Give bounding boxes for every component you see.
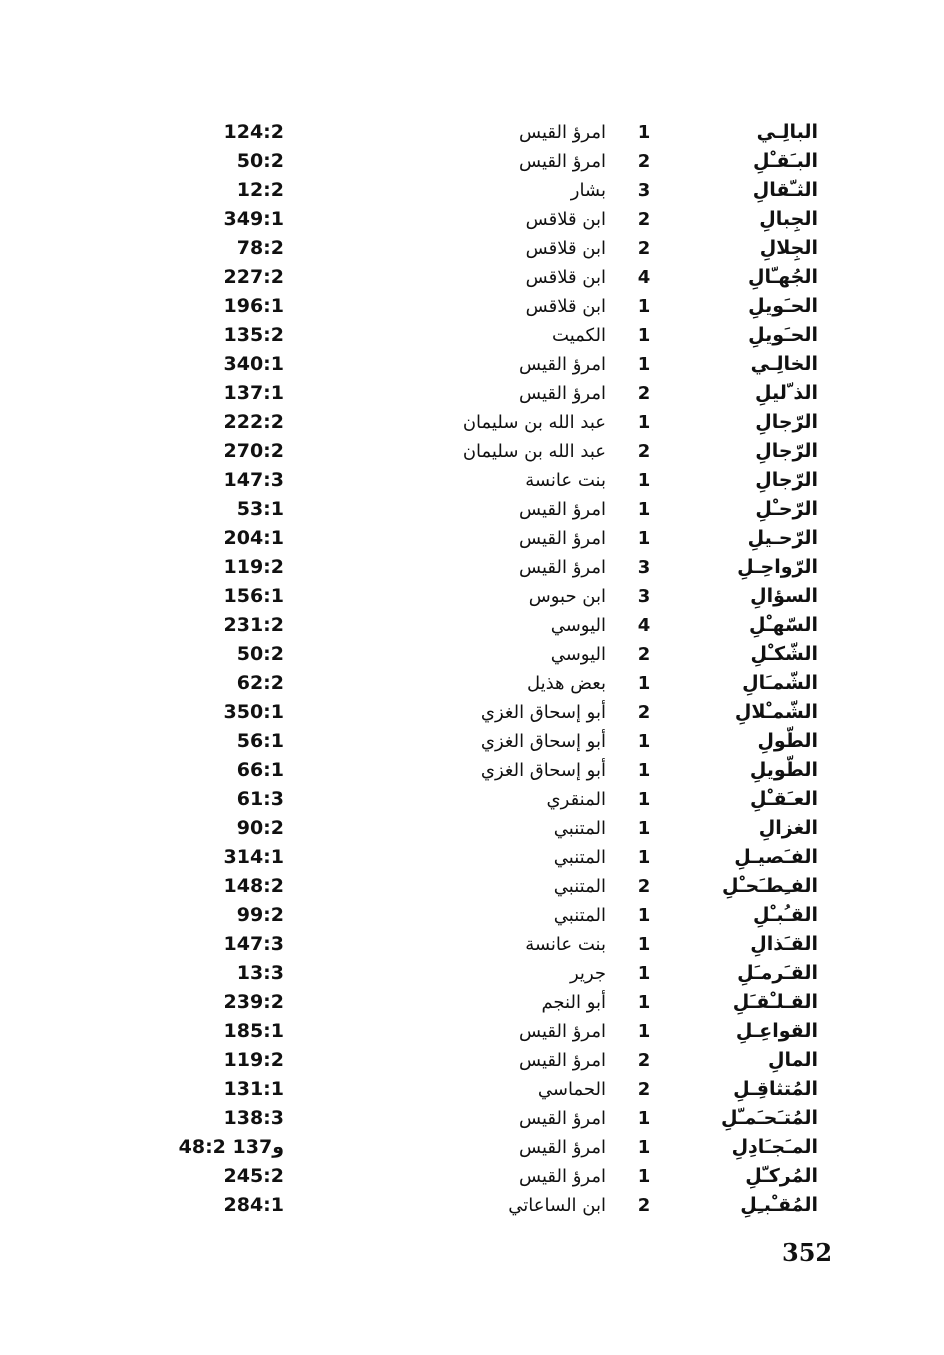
index-row (0, 118, 944, 147)
index-row (0, 611, 944, 640)
poet-name: ابن حبوس (528, 586, 606, 607)
rhyme-word: الرّجالِ (755, 440, 818, 462)
poet-name: ابن قلاقس (525, 296, 606, 317)
rhyme-word: القـلـْقـَلِ (732, 991, 818, 1013)
rhyme-word: المُتـَحـَمـّلِ (720, 1107, 818, 1129)
rhyme-word: الشّمـْلالِ (734, 701, 818, 723)
poet-name: ابن الساعاتي (508, 1195, 606, 1216)
verse-count: 4 (637, 267, 651, 288)
verse-count: 2 (637, 1050, 651, 1071)
source-reference: 222:2 (223, 411, 284, 433)
verse-count: 1 (637, 789, 651, 810)
rhyme-word: الجِبالِ (759, 208, 818, 230)
poet-name: عبد الله بن سليمان (462, 412, 606, 433)
source-reference: 99:2 (236, 904, 284, 926)
poet-name: جرير (570, 963, 606, 984)
poet-name: ابن قلاقس (525, 267, 606, 288)
verse-count: 1 (637, 499, 651, 520)
index-row (0, 1133, 944, 1162)
rhyme-word: الثـّقالِ (752, 179, 818, 201)
source-reference: 66:1 (236, 759, 284, 781)
poet-name: امرؤ القيس (519, 383, 606, 404)
verse-count: 1 (637, 412, 651, 433)
source-reference: 90:2 (236, 817, 284, 839)
source-reference: 124:2 (223, 121, 284, 143)
verse-count: 2 (637, 702, 651, 723)
rhyme-word: المُقـْبـِلِ (740, 1194, 818, 1216)
poet-name: امرؤ القيس (519, 354, 606, 375)
index-row (0, 379, 944, 408)
source-reference: 12:2 (236, 179, 284, 201)
verse-count: 1 (637, 673, 651, 694)
verse-count: 1 (637, 731, 651, 752)
verse-count: 3 (637, 586, 651, 607)
source-reference: 119:2 (223, 1049, 284, 1071)
source-reference: 340:1 (223, 353, 284, 375)
poet-name: امرؤ القيس (519, 1108, 606, 1129)
index-row (0, 524, 944, 553)
rhyme-word: المالِ (767, 1049, 818, 1071)
poet-name: أبو إسحاق الغزي (480, 702, 606, 723)
rhyme-word: الفـَصيـلِ (734, 846, 818, 868)
verse-count: 1 (637, 992, 651, 1013)
poet-name: امرؤ القيس (519, 557, 606, 578)
poet-name: ابن قلاقس (525, 209, 606, 230)
source-reference: 48:2 و137 (178, 1136, 284, 1158)
poet-name: امرؤ القيس (519, 499, 606, 520)
verse-count: 3 (637, 180, 651, 201)
index-row (0, 1191, 944, 1220)
index-row (0, 582, 944, 611)
index-row (0, 176, 944, 205)
index-row (0, 553, 944, 582)
source-reference: 148:2 (223, 875, 284, 897)
source-reference: 56:1 (236, 730, 284, 752)
index-row (0, 872, 944, 901)
index-row (0, 495, 944, 524)
index-row (0, 1017, 944, 1046)
index-row (0, 292, 944, 321)
verse-count: 1 (637, 934, 651, 955)
index-row (0, 147, 944, 176)
poet-name: بعض هذيل (526, 673, 606, 694)
source-reference: 13:3 (236, 962, 284, 984)
source-reference: 147:3 (223, 469, 284, 491)
rhyme-word: القـُبـْلِ (752, 904, 818, 926)
index-row (0, 669, 944, 698)
poet-name: عبد الله بن سليمان (462, 441, 606, 462)
rhyme-word: البالِـي (756, 121, 818, 143)
index-row (0, 350, 944, 379)
rhyme-word: القواعِـلِ (735, 1020, 818, 1042)
index-row (0, 1104, 944, 1133)
source-reference: 314:1 (223, 846, 284, 868)
poet-name: بشار (570, 180, 606, 201)
rhyme-word: المُتثاقِـلِ (733, 1078, 818, 1100)
rhyme-word: الطّولِ (757, 730, 818, 752)
source-reference: 61:3 (236, 788, 284, 810)
verse-count: 1 (637, 1137, 651, 1158)
rhyme-word: الغزالِ (758, 817, 818, 839)
index-row (0, 930, 944, 959)
rhyme-index-table (0, 118, 944, 1220)
verse-count: 3 (637, 557, 651, 578)
poet-name: اليوسي (550, 644, 606, 665)
verse-count: 1 (637, 760, 651, 781)
rhyme-word: المـَجـَادِلِ (731, 1136, 818, 1158)
source-reference: 239:2 (223, 991, 284, 1013)
source-reference: 231:2 (223, 614, 284, 636)
poet-name: أبو النجم (541, 992, 606, 1013)
rhyme-word: الجُهـّالِ (748, 266, 818, 288)
verse-count: 2 (637, 1195, 651, 1216)
index-row (0, 263, 944, 292)
rhyme-word: الفـِطـَحـْلِ (722, 875, 818, 897)
source-reference: 204:1 (223, 527, 284, 549)
index-row (0, 988, 944, 1017)
rhyme-word: الشّكـْلِ (750, 643, 818, 665)
poet-name: الحماسي (537, 1079, 606, 1100)
index-row (0, 1046, 944, 1075)
source-reference: 135:2 (223, 324, 284, 346)
index-row (0, 756, 944, 785)
verse-count: 1 (637, 818, 651, 839)
rhyme-word: الخالِـي (750, 353, 818, 375)
source-reference: 138:3 (223, 1107, 284, 1129)
poet-name: امرؤ القيس (519, 1021, 606, 1042)
verse-count: 1 (637, 528, 651, 549)
source-reference: 131:1 (223, 1078, 284, 1100)
index-row (0, 901, 944, 930)
verse-count: 1 (637, 1021, 651, 1042)
index-row (0, 727, 944, 756)
poet-name: اليوسي (550, 615, 606, 636)
poet-name: امرؤ القيس (519, 1166, 606, 1187)
rhyme-word: الرّجالِ (755, 411, 818, 433)
index-row (0, 959, 944, 988)
verse-count: 1 (637, 122, 651, 143)
rhyme-word: الطّويلِ (749, 759, 818, 781)
index-row (0, 466, 944, 495)
verse-count: 2 (637, 209, 651, 230)
index-row (0, 785, 944, 814)
verse-count: 2 (637, 1079, 651, 1100)
source-reference: 78:2 (236, 237, 284, 259)
rhyme-word: السّهـْلِ (749, 614, 818, 636)
index-row (0, 234, 944, 263)
verse-count: 2 (637, 644, 651, 665)
source-reference: 119:2 (223, 556, 284, 578)
source-reference: 156:1 (223, 585, 284, 607)
rhyme-word: القـَذالِ (750, 933, 818, 955)
verse-count: 1 (637, 963, 651, 984)
rhyme-word: السؤالِ (750, 585, 818, 607)
source-reference: 349:1 (223, 208, 284, 230)
verse-count: 1 (637, 354, 651, 375)
rhyme-word: المُركـّلِ (745, 1165, 818, 1187)
source-reference: 245:2 (223, 1165, 284, 1187)
rhyme-word: الذ ّليلِ (755, 382, 818, 404)
poet-name: المتنبي (553, 876, 606, 897)
rhyme-word: العـَقـْلِ (750, 788, 818, 810)
verse-count: 1 (637, 470, 651, 491)
source-reference: 196:1 (223, 295, 284, 317)
index-row (0, 640, 944, 669)
source-reference: 147:3 (223, 933, 284, 955)
index-row (0, 205, 944, 234)
verse-count: 2 (637, 876, 651, 897)
page-number: 352 (782, 1238, 833, 1267)
rhyme-word: الرّواحِـلِ (737, 556, 818, 578)
index-row (0, 437, 944, 466)
verse-count: 2 (637, 238, 651, 259)
index-row (0, 321, 944, 350)
source-reference: 53:1 (236, 498, 284, 520)
poet-name: الكميت (552, 325, 606, 346)
source-reference: 50:2 (236, 643, 284, 665)
source-reference: 137:1 (223, 382, 284, 404)
verse-count: 1 (637, 1166, 651, 1187)
source-reference: 50:2 (236, 150, 284, 172)
rhyme-word: البـَقـْلِ (752, 150, 818, 172)
rhyme-word: الرّحـيلِ (747, 527, 818, 549)
verse-count: 1 (637, 296, 651, 317)
source-reference: 185:1 (223, 1020, 284, 1042)
source-reference: 62:2 (236, 672, 284, 694)
poet-name: أبو إسحاق الغزي (480, 760, 606, 781)
poet-name: بنت عانسة (525, 470, 606, 491)
source-reference: 284:1 (223, 1194, 284, 1216)
poet-name: امرؤ القيس (519, 528, 606, 549)
poet-name: المنقري (546, 789, 606, 810)
verse-count: 1 (637, 1108, 651, 1129)
rhyme-word: الحـَويلِ (748, 295, 818, 317)
index-row (0, 1162, 944, 1191)
poet-name: ابن قلاقس (525, 238, 606, 259)
poet-name: بنت عانسة (525, 934, 606, 955)
index-row (0, 843, 944, 872)
poet-name: امرؤ القيس (519, 151, 606, 172)
index-row (0, 698, 944, 727)
verse-count: 1 (637, 847, 651, 868)
verse-count: 2 (637, 383, 651, 404)
source-reference: 350:1 (223, 701, 284, 723)
poet-name: المتنبي (553, 818, 606, 839)
verse-count: 2 (637, 151, 651, 172)
index-row (0, 814, 944, 843)
rhyme-word: الرّحـْلِ (755, 498, 818, 520)
rhyme-word: الجِلالِ (759, 237, 818, 259)
rhyme-word: الرّجالِ (755, 469, 818, 491)
poet-name: أبو إسحاق الغزي (480, 731, 606, 752)
verse-count: 1 (637, 325, 651, 346)
poet-name: امرؤ القيس (519, 1050, 606, 1071)
rhyme-word: الشّمـَالِ (742, 672, 818, 694)
index-row (0, 1075, 944, 1104)
verse-count: 2 (637, 441, 651, 462)
index-row (0, 408, 944, 437)
poet-name: امرؤ القيس (519, 122, 606, 143)
poet-name: المتنبي (553, 847, 606, 868)
verse-count: 4 (637, 615, 651, 636)
source-reference: 227:2 (223, 266, 284, 288)
rhyme-word: الحـَويلِ (748, 324, 818, 346)
rhyme-word: القـَرمـَلِ (737, 962, 818, 984)
verse-count: 1 (637, 905, 651, 926)
source-reference: 270:2 (223, 440, 284, 462)
poet-name: المتنبي (553, 905, 606, 926)
poet-name: امرؤ القيس (519, 1137, 606, 1158)
